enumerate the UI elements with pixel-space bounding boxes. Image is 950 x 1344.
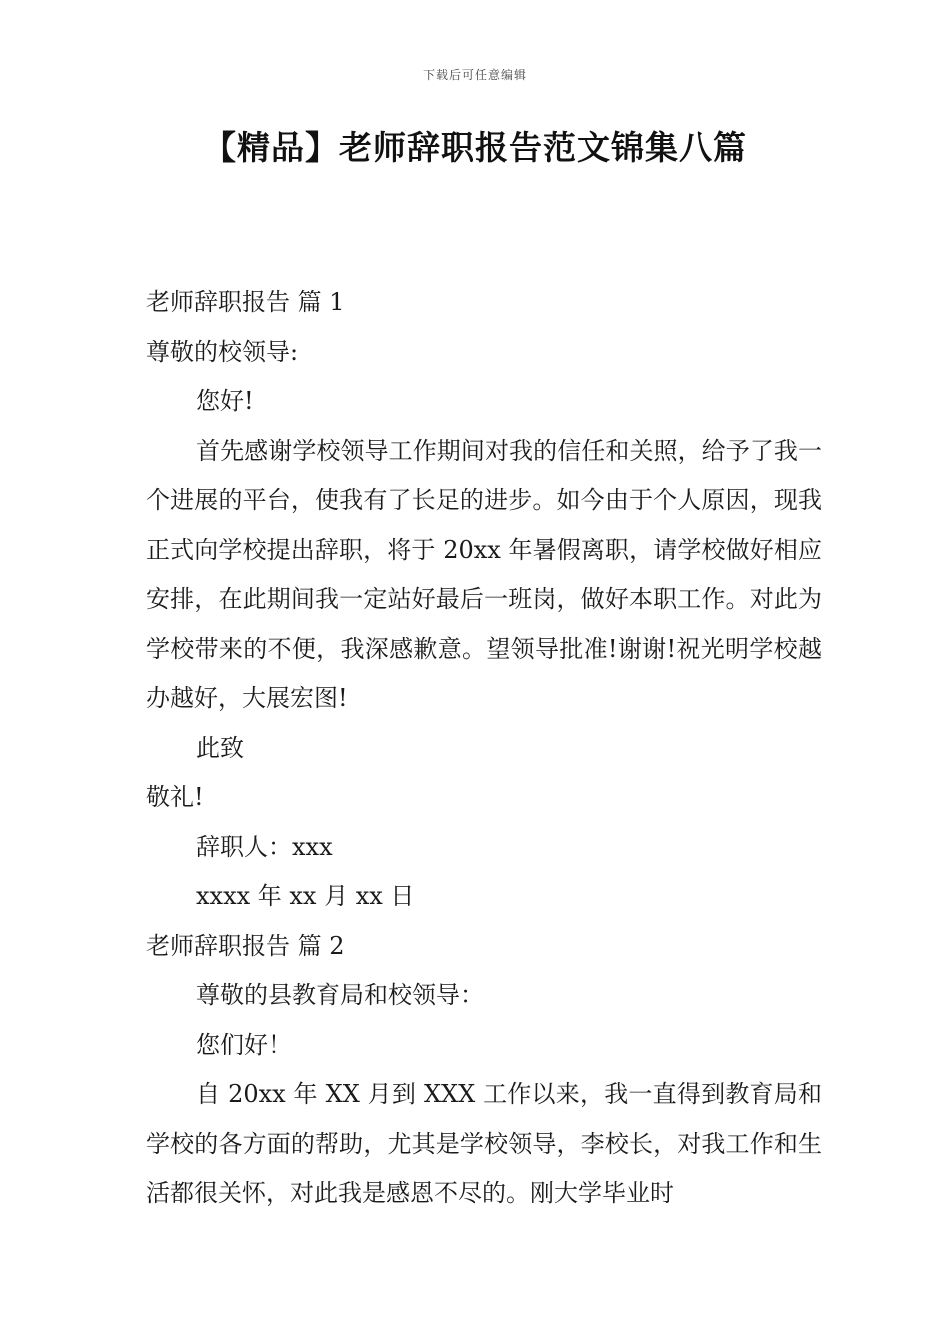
salutation: 尊敬的县教育局和校领导： (196, 981, 484, 1009)
body-paragraph: 自 20xx 年 XX 月到 XXX 工作以来，我一直得到教育局和学校的各方面的帮助，尤其是学校领导，李校长，对我工作和生活都很关怀，对此我是感恩不尽的。刚大学毕业时 (146, 1080, 822, 1207)
section-heading: 老师辞职报告 篇 1 (146, 288, 345, 316)
section-heading: 老师辞职报告 篇 2 (146, 931, 345, 960)
closing-salute: 敬礼! (146, 783, 204, 811)
greeting: 您们好！ (196, 1030, 292, 1059)
signer-line: 辞职人：xxx (196, 832, 333, 861)
document-body (146, 278, 822, 1219)
salutation: 尊敬的校领导: (146, 337, 299, 366)
body-paragraph: 首先感谢学校领导工作期间对我的信任和关照，给予了我一个进展的平台，使我有了长足的进步。如今由于个人原因，现我正式向学校提出辞职，将于 20xx 年暑假离职，请学校做好相应安排，在此期间我一定站好最后一班岗，做好本职工作。对此为学校带来的不便，我深感歉意。望领导批准!谢谢!祝光明学校越办越好，大展宏图! (146, 436, 822, 712)
closing-line: 此致 (196, 733, 244, 762)
greeting: 您好! (196, 387, 254, 415)
date-line: xxxx 年 xx 月 xx 日 (196, 882, 415, 910)
header-note: 下载后可任意编辑 (422, 68, 527, 82)
document-title: 【精品】老师辞职报告范文锦集八篇 (203, 128, 747, 167)
